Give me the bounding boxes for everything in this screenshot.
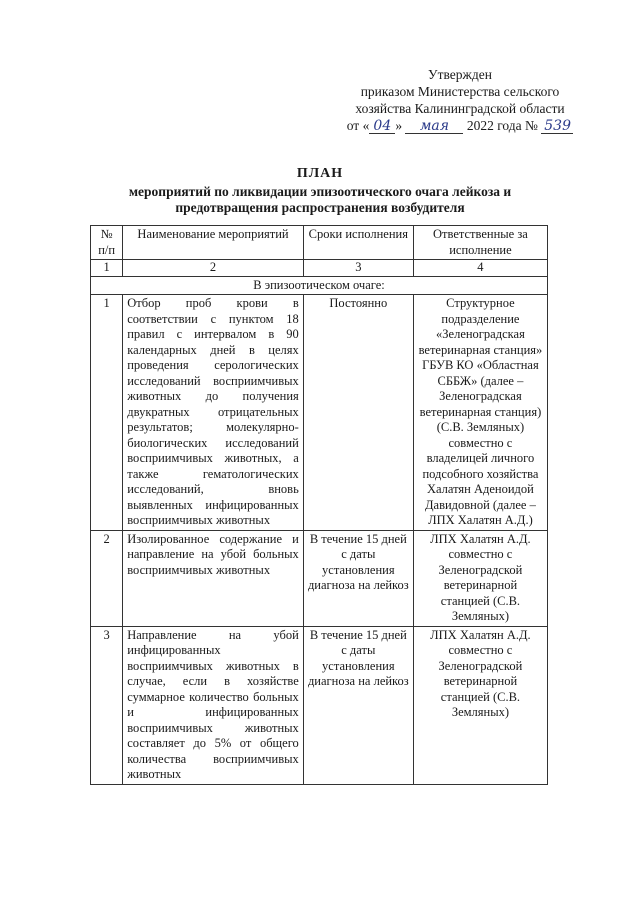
document-subtitle — [0, 184, 640, 216]
row-name: Направление на убой инфицированных восприимчивых животных в случае, если в хозяйстве суммарное количество больных и инфицированных восприимчивых животных составляет до 5% от общего количества восприимчивых животных — [123, 626, 304, 784]
table-header-row — [91, 226, 548, 260]
approval-line-1: Утвержден — [428, 67, 492, 82]
date-month-handwritten: мая — [405, 119, 463, 134]
index-cell: 4 — [413, 260, 547, 277]
row-term: В течение 15 дней с даты установления диагноза на лейкоз — [303, 530, 413, 626]
document-title: ПЛАН — [296, 166, 344, 181]
index-cell: 2 — [123, 260, 304, 277]
header-name: Наименование мероприятий — [123, 226, 304, 260]
row-term: В течение 15 дней с даты установления диагноза на лейкоз — [303, 626, 413, 784]
table-row — [91, 530, 548, 626]
subtitle-line-2: предотвращения распространения возбудителя — [175, 200, 465, 215]
approval-line-2: приказом Министерства сельского — [360, 84, 560, 99]
row-name: Отбор проб крови в соответствии с пунктом 18 правил с интервалом в 90 календарных дней в целях проведения серологических исследований восприимчивых животных до получения двукратных отрицательных результатов; молекулярно-биологических исследований восприимчивых животных, а также гематологических исследований, вновь выявленных инфицированных восприимчивых животных — [123, 295, 304, 531]
row-term: Постоянно — [303, 295, 413, 531]
subtitle-line-1: мероприятий по ликвидации эпизоотического очага лейкоза и — [128, 184, 512, 199]
date-mid: » — [395, 118, 403, 133]
approval-block — [345, 66, 575, 134]
date-prefix: от « — [346, 118, 370, 133]
row-num: 2 — [91, 530, 123, 626]
approval-line-3: хозяйства Калининградской области — [355, 101, 565, 116]
row-responsible: Структурное подразделение «Зеленоградская ветеринарная станция» ГБУВ КО «Областная СББЖ» (далее – Зеленоградская ветеринарная станция) (С.В. Земляных) совместно с владелицей личного подсобного хозяйства Халатян Аденоидой Давидовной (далее – ЛПХ Халатян А.Д.) — [413, 295, 547, 531]
approval-date-line — [345, 117, 575, 134]
table-row — [91, 295, 548, 531]
index-cell: 1 — [91, 260, 123, 277]
table-row — [91, 626, 548, 784]
section-row — [91, 276, 548, 295]
plan-table — [90, 225, 548, 785]
date-day-handwritten: 04 — [369, 119, 395, 134]
order-number-handwritten: 539 — [541, 119, 573, 134]
index-cell: 3 — [303, 260, 413, 277]
row-responsible: ЛПХ Халатян А.Д. совместно с Зеленоградской ветеринарной станцией (С.В. Земляных) — [413, 626, 547, 784]
header-responsible: Ответственные за исполнение — [413, 226, 547, 260]
header-term: Сроки исполнения — [303, 226, 413, 260]
row-num: 1 — [91, 295, 123, 531]
row-responsible: ЛПХ Халатян А.Д. совместно с Зеленоградской ветеринарной станцией (С.В. Земляных) — [413, 530, 547, 626]
header-num: № п/п — [91, 226, 123, 260]
section-heading: В эпизоотическом очаге: — [91, 276, 548, 295]
row-num: 3 — [91, 626, 123, 784]
table-index-row — [91, 260, 548, 277]
row-name: Изолированное содержание и направление на убой больных восприимчивых животных — [123, 530, 304, 626]
date-year-text: 2022 года № — [466, 118, 538, 133]
